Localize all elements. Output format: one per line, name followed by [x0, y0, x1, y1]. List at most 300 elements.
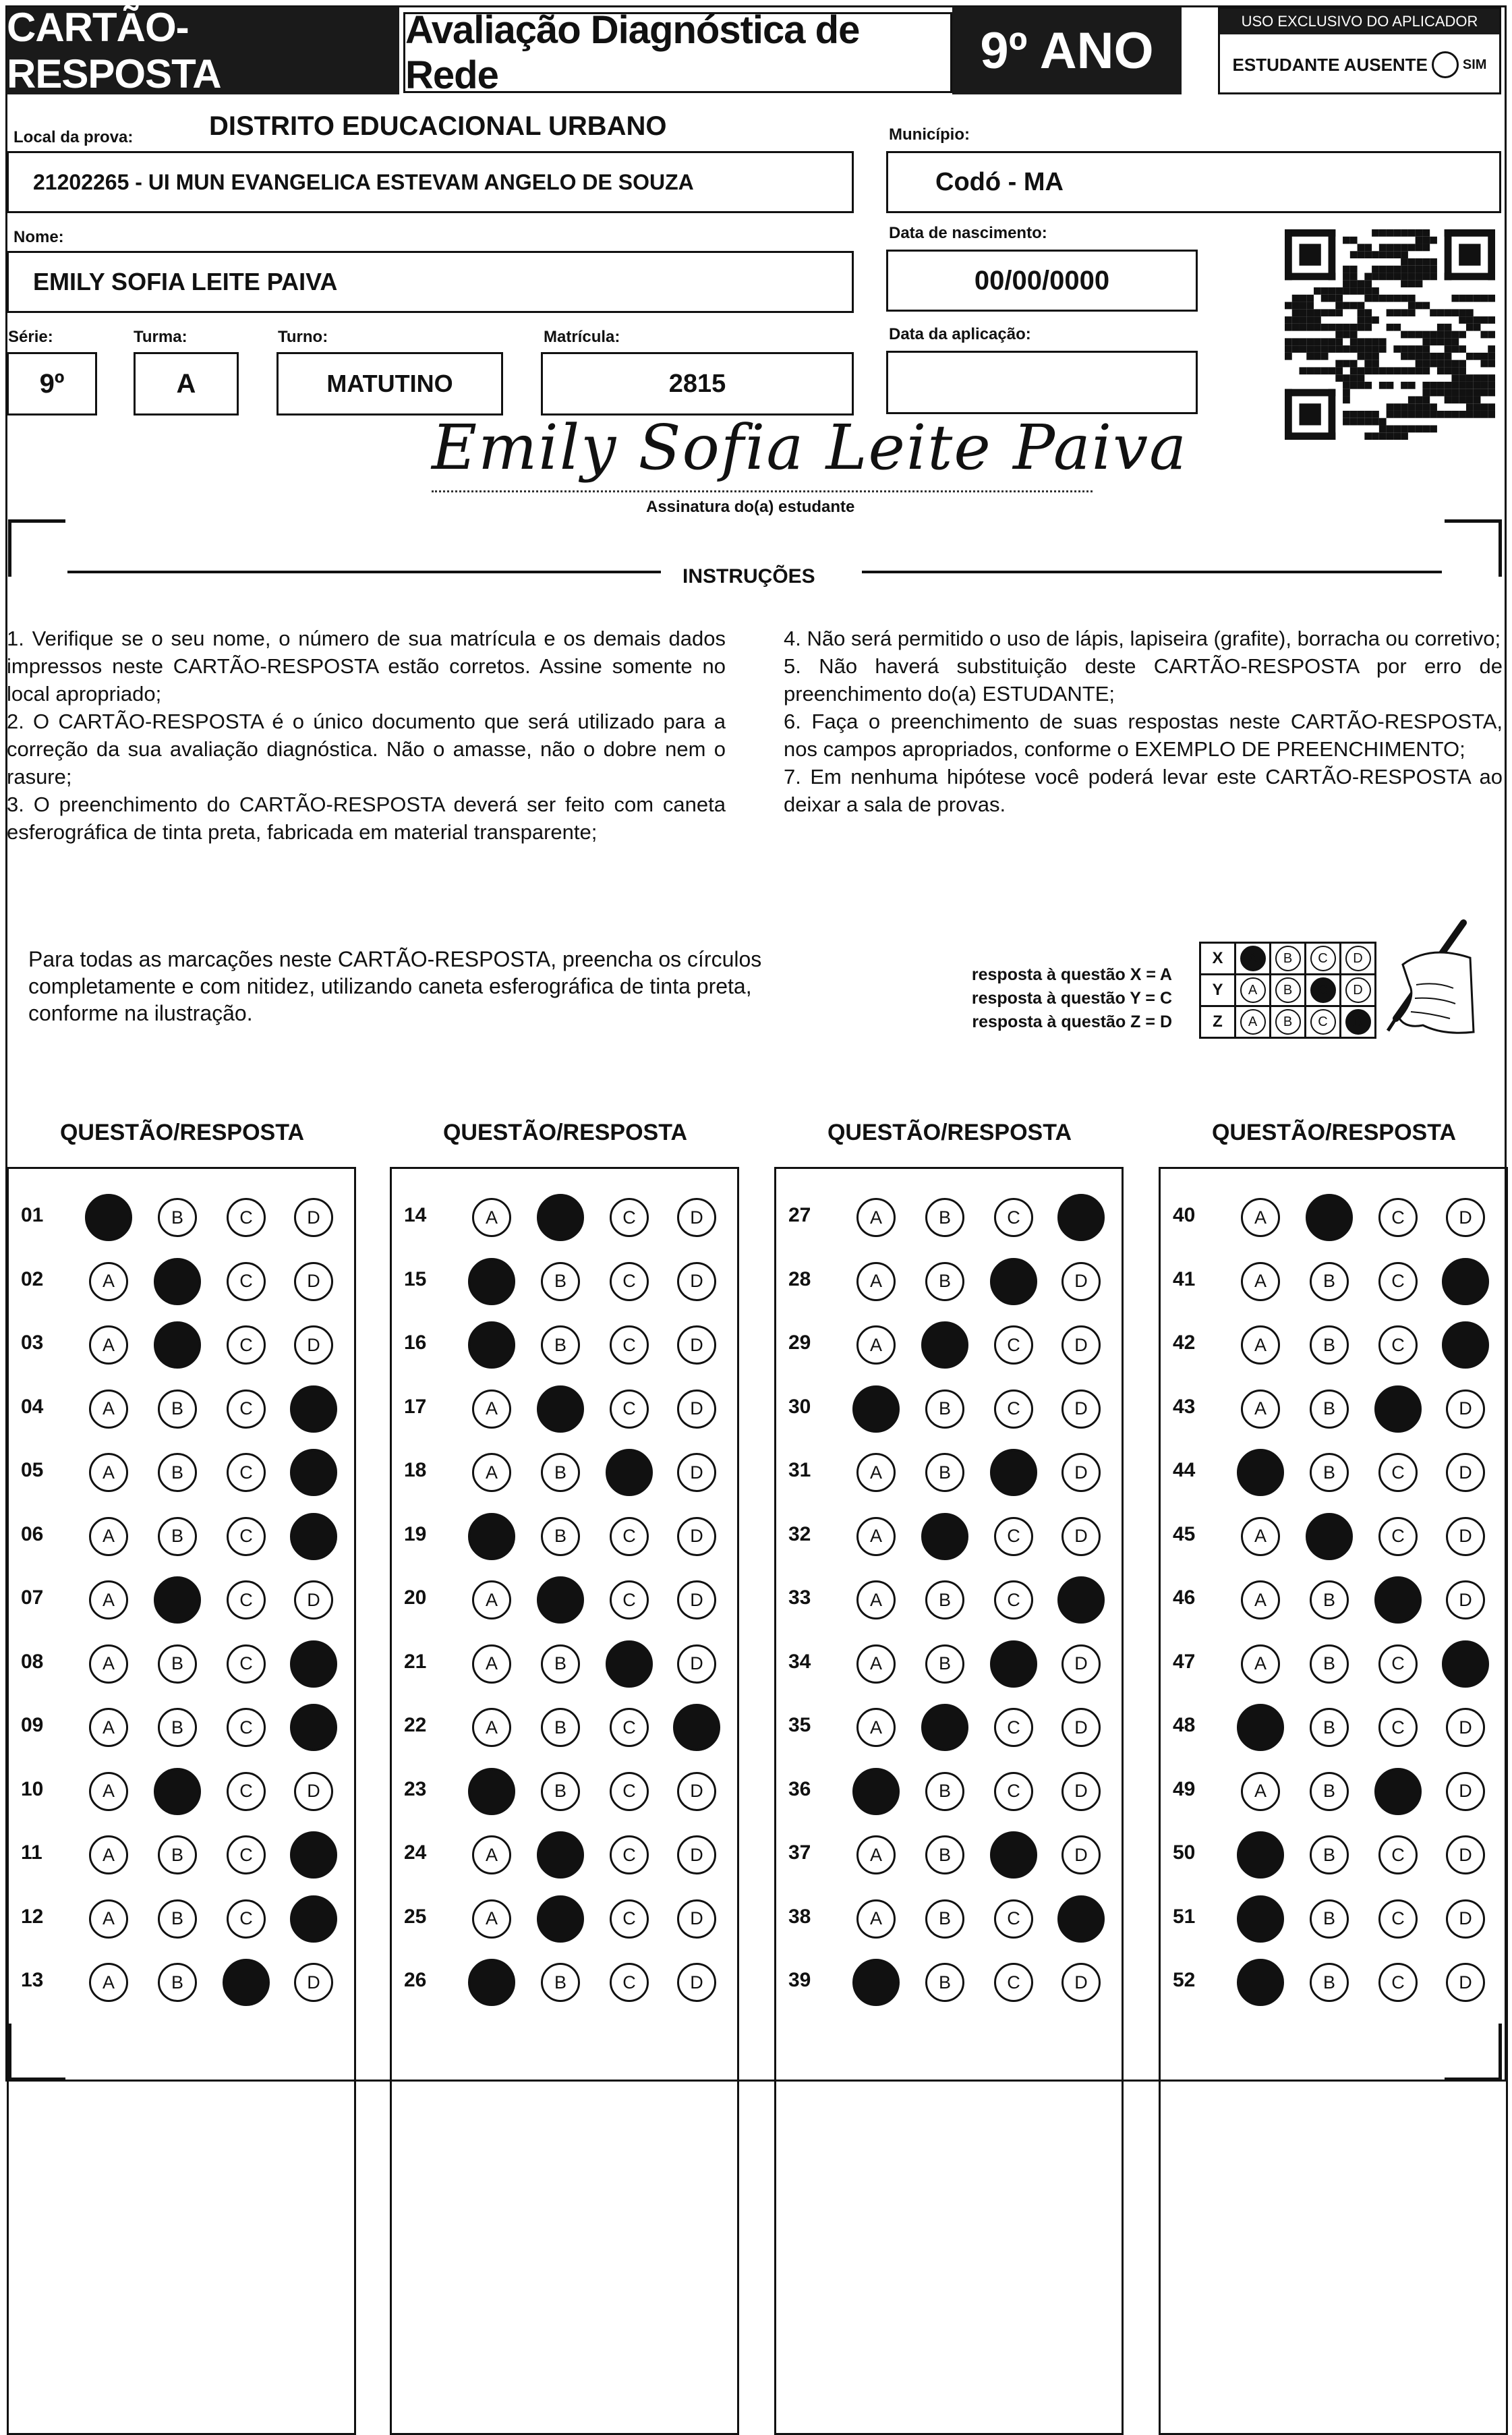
answer-bubble-d[interactable]: D — [1062, 1963, 1101, 2002]
answer-bubble-d[interactable]: D — [677, 1262, 716, 1301]
answer-bubble-a[interactable]: A — [472, 1835, 511, 1874]
answer-bubble-d[interactable] — [290, 1449, 337, 1496]
answer-bubble-a[interactable]: A — [1241, 1517, 1280, 1556]
absent-checkbox[interactable] — [1432, 51, 1459, 78]
answer-bubble-c[interactable]: C — [227, 1899, 266, 1939]
instructions-rule-right — [862, 571, 1442, 573]
answer-bubble-b[interactable] — [921, 1704, 968, 1751]
answer-row-02 — [9, 1249, 354, 1313]
answer-bubble-b[interactable]: B — [158, 1517, 197, 1556]
answer-bubble-c[interactable] — [990, 1640, 1037, 1688]
example-bubble-c: C — [1310, 1009, 1336, 1035]
question-number: 31 — [788, 1459, 811, 1481]
answer-bubble-c[interactable]: C — [1378, 1963, 1418, 2002]
answer-bubble-a[interactable] — [1237, 1704, 1284, 1751]
answer-bubble-b[interactable]: B — [541, 1453, 580, 1492]
answer-bubble-c[interactable]: C — [1378, 1325, 1418, 1365]
answer-bubble-d[interactable] — [290, 1704, 337, 1751]
answer-bubble-c[interactable]: C — [994, 1772, 1033, 1811]
answer-row-23 — [392, 1759, 737, 1823]
answer-bubble-a[interactable] — [1237, 1959, 1284, 2006]
answer-bubble-a[interactable]: A — [856, 1453, 896, 1492]
example-bubble-d: D — [1345, 946, 1371, 971]
answer-bubble-b[interactable]: B — [158, 1390, 197, 1429]
answer-bubble-c[interactable] — [990, 1449, 1037, 1496]
answer-bubble-d[interactable]: D — [1062, 1325, 1101, 1365]
answer-bubble-c[interactable] — [1374, 1768, 1422, 1815]
answer-bubble-a[interactable]: A — [472, 1198, 511, 1237]
example-bubble-b: B — [1275, 1009, 1301, 1035]
answer-bubble-c[interactable]: C — [994, 1708, 1033, 1747]
answer-bubble-b[interactable]: B — [1310, 1325, 1349, 1365]
question-number: 38 — [788, 1905, 811, 1928]
answer-bubble-c[interactable]: C — [1378, 1708, 1418, 1747]
answer-bubble-d[interactable]: D — [677, 1772, 716, 1811]
answer-row-13 — [9, 1950, 354, 2013]
answer-bubble-c[interactable]: C — [994, 1198, 1033, 1237]
question-number: 37 — [788, 1841, 811, 1864]
answer-bubble-b[interactable]: B — [158, 1835, 197, 1874]
signature-label: Assinatura do(a) estudante — [646, 498, 855, 516]
answer-bubble-a[interactable]: A — [1241, 1580, 1280, 1620]
answer-bubble-d[interactable]: D — [1062, 1772, 1101, 1811]
birth-date-label: Data de nascimento: — [889, 224, 1047, 242]
answer-bubble-a[interactable]: A — [89, 1835, 128, 1874]
answer-row-48 — [1161, 1695, 1506, 1758]
answer-bubble-c[interactable] — [223, 1959, 270, 2006]
answer-bubble-b[interactable]: B — [158, 1899, 197, 1939]
answer-row-24 — [392, 1823, 737, 1886]
answer-bubble-b[interactable]: B — [925, 1899, 964, 1939]
answer-bubble-d[interactable]: D — [294, 1772, 333, 1811]
question-number: 22 — [404, 1714, 427, 1736]
answer-bubble-d[interactable]: D — [294, 1262, 333, 1301]
answer-bubble-d[interactable]: D — [677, 1325, 716, 1365]
answer-column-title: QUESTÃO/RESPOSTA — [1211, 1120, 1457, 1145]
student-signature: Emily Sofia Leite Paiva — [432, 411, 1188, 484]
answer-bubble-b[interactable] — [1306, 1194, 1353, 1241]
answer-bubble-c[interactable]: C — [610, 1325, 649, 1365]
answer-bubble-b[interactable]: B — [158, 1453, 197, 1492]
answer-bubble-c[interactable]: C — [1378, 1835, 1418, 1874]
answer-bubble-c[interactable]: C — [1378, 1644, 1418, 1684]
answer-bubble-a[interactable] — [468, 1258, 515, 1305]
answer-bubble-a[interactable]: A — [89, 1772, 128, 1811]
answer-bubble-d[interactable]: D — [677, 1963, 716, 2002]
answer-bubble-d[interactable] — [673, 1704, 720, 1751]
answer-row-42 — [1161, 1313, 1506, 1376]
answer-bubble-d[interactable]: D — [1446, 1198, 1485, 1237]
answer-bubble-a[interactable]: A — [856, 1899, 896, 1939]
answer-bubble-d[interactable]: D — [1446, 1453, 1485, 1492]
example-bubble-d: D — [1345, 1009, 1371, 1035]
question-number: 25 — [404, 1905, 427, 1928]
example-legend — [943, 963, 1172, 1034]
answer-bubble-c[interactable]: C — [227, 1517, 266, 1556]
answer-bubble-b[interactable] — [154, 1321, 201, 1369]
answer-bubble-c[interactable]: C — [1378, 1899, 1418, 1939]
answer-row-05 — [9, 1440, 354, 1503]
answer-bubble-b[interactable] — [537, 1831, 584, 1879]
answer-bubble-b[interactable]: B — [541, 1644, 580, 1684]
answer-bubble-a[interactable]: A — [856, 1198, 896, 1237]
answer-bubble-b[interactable] — [921, 1321, 968, 1369]
instructions-title: INSTRUÇÕES — [682, 565, 815, 588]
question-number: 08 — [21, 1650, 44, 1673]
answer-bubble-c[interactable]: C — [610, 1262, 649, 1301]
answer-bubble-b[interactable] — [537, 1385, 584, 1433]
answer-bubble-b[interactable]: B — [158, 1963, 197, 2002]
question-number: 29 — [788, 1331, 811, 1354]
answer-bubble-b[interactable]: B — [158, 1644, 197, 1684]
answer-bubble-b[interactable]: B — [925, 1390, 964, 1429]
answer-bubble-d[interactable]: D — [1062, 1390, 1101, 1429]
answer-row-49 — [1161, 1759, 1506, 1823]
answer-bubble-d[interactable] — [290, 1513, 337, 1560]
answer-bubble-d[interactable] — [1057, 1895, 1105, 1943]
answer-bubble-b[interactable]: B — [1310, 1963, 1349, 2002]
answer-bubble-b[interactable] — [1306, 1513, 1353, 1560]
answer-bubble-b[interactable]: B — [541, 1517, 580, 1556]
instruction-item: 7. Em nenhuma hipótese você poderá levar este CARTÃO-RESPOSTA ao deixar a sala de provas. — [784, 765, 1503, 816]
example-bubble-c: C — [1310, 977, 1336, 1003]
answer-bubble-d[interactable] — [1057, 1194, 1105, 1241]
answer-bubble-a[interactable] — [468, 1768, 515, 1815]
answer-bubble-a[interactable]: A — [472, 1708, 511, 1747]
answer-bubble-a[interactable]: A — [89, 1708, 128, 1747]
answer-bubble-d[interactable]: D — [1446, 1708, 1485, 1747]
question-number: 41 — [1173, 1267, 1196, 1290]
answer-bubble-a[interactable]: A — [89, 1963, 128, 2002]
question-number: 44 — [1173, 1459, 1196, 1481]
answer-bubble-b[interactable]: B — [1310, 1262, 1349, 1301]
answer-bubble-c[interactable]: C — [1378, 1517, 1418, 1556]
answer-bubble-b[interactable]: B — [158, 1708, 197, 1747]
answer-bubble-b[interactable] — [154, 1768, 201, 1815]
answer-bubble-b[interactable] — [537, 1895, 584, 1943]
answer-bubble-a[interactable]: A — [856, 1708, 896, 1747]
answer-bubble-b[interactable]: B — [541, 1708, 580, 1747]
answer-bubble-a[interactable]: A — [89, 1580, 128, 1620]
answer-bubble-d[interactable]: D — [677, 1198, 716, 1237]
answer-bubble-c[interactable]: C — [1378, 1262, 1418, 1301]
name-field: EMILY SOFIA LEITE PAIVA — [7, 251, 854, 313]
series-field: 9º — [7, 352, 97, 416]
answer-bubble-a[interactable]: A — [1241, 1390, 1280, 1429]
question-number: 07 — [21, 1586, 44, 1609]
answer-bubble-c[interactable]: C — [610, 1517, 649, 1556]
answer-bubble-a[interactable] — [852, 1385, 900, 1433]
answer-bubble-c[interactable]: C — [227, 1708, 266, 1747]
answer-bubble-b[interactable]: B — [541, 1963, 580, 2002]
answer-bubble-a[interactable]: A — [89, 1262, 128, 1301]
answer-bubble-c[interactable]: C — [227, 1772, 266, 1811]
answer-bubble-a[interactable]: A — [89, 1325, 128, 1365]
answer-row-36 — [776, 1759, 1122, 1823]
exam-location-label: Local da prova: — [13, 128, 134, 146]
answer-bubble-d[interactable] — [1442, 1321, 1489, 1369]
answer-bubble-a[interactable]: A — [472, 1644, 511, 1684]
answer-bubble-b[interactable] — [537, 1576, 584, 1624]
answer-bubble-d[interactable]: D — [677, 1644, 716, 1684]
answer-bubble-d[interactable]: D — [1062, 1708, 1101, 1747]
answer-row-27 — [776, 1185, 1122, 1249]
answer-bubble-b[interactable]: B — [1310, 1644, 1349, 1684]
instructions-rule-left — [67, 571, 661, 573]
answer-bubble-a[interactable] — [1237, 1831, 1284, 1879]
answer-row-32 — [776, 1504, 1122, 1568]
answer-bubble-d[interactable]: D — [1062, 1262, 1101, 1301]
answer-bubble-d[interactable]: D — [677, 1390, 716, 1429]
answer-bubble-c[interactable]: C — [994, 1899, 1033, 1939]
answer-bubble-a[interactable] — [852, 1959, 900, 2006]
answer-bubble-c[interactable]: C — [227, 1453, 266, 1492]
answer-bubble-c[interactable]: C — [994, 1580, 1033, 1620]
answer-bubble-d[interactable]: D — [1446, 1899, 1485, 1939]
instruction-item: 1. Verifique se o seu nome, o número de sua matrícula e os demais dados impressos neste CARTÃO-RESPOSTA estão corretos. Assine somente no local apropriado; — [7, 627, 726, 706]
answer-bubble-d[interactable]: D — [677, 1835, 716, 1874]
question-number: 05 — [21, 1459, 44, 1481]
answer-bubble-a[interactable]: A — [472, 1899, 511, 1939]
answer-bubble-a[interactable]: A — [856, 1325, 896, 1365]
answer-bubble-a[interactable] — [85, 1194, 132, 1241]
answer-bubble-b[interactable]: B — [925, 1580, 964, 1620]
municipality-label: Município: — [889, 125, 970, 144]
answer-bubble-b[interactable]: B — [1310, 1899, 1349, 1939]
answer-bubble-b[interactable]: B — [1310, 1772, 1349, 1811]
answer-bubble-a[interactable]: A — [472, 1390, 511, 1429]
answer-bubble-b[interactable]: B — [925, 1772, 964, 1811]
signature-line — [432, 490, 1093, 492]
answer-bubble-a[interactable] — [1237, 1895, 1284, 1943]
answer-bubble-b[interactable]: B — [925, 1644, 964, 1684]
answer-bubble-a[interactable]: A — [856, 1644, 896, 1684]
answer-bubble-b[interactable]: B — [541, 1772, 580, 1811]
answer-row-33 — [776, 1568, 1122, 1631]
answer-row-28 — [776, 1249, 1122, 1313]
answer-bubble-d[interactable] — [1057, 1576, 1105, 1624]
answer-bubble-a[interactable] — [1237, 1449, 1284, 1496]
answer-bubble-a[interactable]: A — [1241, 1772, 1280, 1811]
answer-row-22 — [392, 1695, 737, 1758]
answer-row-52 — [1161, 1950, 1506, 2013]
answer-bubble-c[interactable]: C — [994, 1963, 1033, 2002]
question-number: 04 — [21, 1395, 44, 1418]
answer-bubble-b[interactable]: B — [925, 1262, 964, 1301]
answer-bubble-d[interactable]: D — [677, 1453, 716, 1492]
instructions-left — [7, 625, 726, 846]
answer-bubble-a[interactable]: A — [1241, 1325, 1280, 1365]
answer-bubble-c[interactable]: C — [1378, 1198, 1418, 1237]
example-bubble-b: B — [1275, 977, 1301, 1003]
example-line: resposta à questão Y = C — [971, 989, 1172, 1008]
answer-bubble-c[interactable] — [606, 1449, 653, 1496]
answer-bubble-b[interactable]: B — [1310, 1390, 1349, 1429]
answer-bubble-b[interactable]: B — [925, 1963, 964, 2002]
answer-row-19 — [392, 1504, 737, 1568]
answer-bubble-d[interactable] — [290, 1385, 337, 1433]
answer-bubble-b[interactable] — [537, 1194, 584, 1241]
answer-bubble-d[interactable]: D — [1446, 1580, 1485, 1620]
answer-bubble-c[interactable]: C — [994, 1390, 1033, 1429]
answer-bubble-d[interactable]: D — [1446, 1772, 1485, 1811]
answer-row-44 — [1161, 1440, 1506, 1503]
answer-bubble-c[interactable] — [990, 1831, 1037, 1879]
answer-bubble-d[interactable]: D — [1446, 1963, 1485, 2002]
answer-bubble-b[interactable] — [154, 1576, 201, 1624]
name-label: Nome: — [13, 228, 64, 246]
answer-bubble-c[interactable] — [1374, 1385, 1422, 1433]
answer-bubble-d[interactable] — [1442, 1258, 1489, 1305]
answer-bubble-b[interactable]: B — [1310, 1453, 1349, 1492]
answer-bubble-d[interactable]: D — [294, 1580, 333, 1620]
answer-bubble-d[interactable]: D — [677, 1899, 716, 1939]
answer-bubble-d[interactable] — [290, 1640, 337, 1688]
question-number: 27 — [788, 1204, 811, 1226]
answer-bubble-d[interactable]: D — [1062, 1517, 1101, 1556]
question-number: 52 — [1173, 1969, 1196, 1991]
answer-bubble-c[interactable] — [606, 1640, 653, 1688]
answer-bubble-a[interactable]: A — [89, 1390, 128, 1429]
answer-bubble-b[interactable]: B — [925, 1198, 964, 1237]
question-number: 32 — [788, 1522, 811, 1545]
answer-bubble-c[interactable]: C — [227, 1325, 266, 1365]
answer-bubble-a[interactable] — [468, 1959, 515, 2006]
answer-bubble-c[interactable]: C — [610, 1580, 649, 1620]
answer-bubble-d[interactable]: D — [294, 1963, 333, 2002]
answer-bubble-a[interactable]: A — [89, 1644, 128, 1684]
shift-label: Turno: — [278, 328, 328, 346]
answer-bubble-c[interactable]: C — [1378, 1453, 1418, 1492]
answer-bubble-d[interactable]: D — [677, 1580, 716, 1620]
question-number: 19 — [404, 1522, 427, 1545]
answer-bubble-b[interactable]: B — [925, 1453, 964, 1492]
answer-bubble-c[interactable] — [1374, 1576, 1422, 1624]
question-number: 02 — [21, 1267, 44, 1290]
answer-bubble-c[interactable]: C — [227, 1262, 266, 1301]
question-number: 13 — [21, 1969, 44, 1991]
answer-row-09 — [9, 1695, 354, 1758]
answer-bubble-b[interactable] — [921, 1513, 968, 1560]
answer-bubble-d[interactable]: D — [1446, 1390, 1485, 1429]
question-number: 15 — [404, 1267, 427, 1290]
answer-bubble-c[interactable]: C — [994, 1517, 1033, 1556]
question-number: 10 — [21, 1777, 44, 1800]
absent-option: SIM — [1462, 57, 1487, 72]
answer-row-08 — [9, 1632, 354, 1695]
answer-bubble-c[interactable]: C — [610, 1708, 649, 1747]
answer-row-37 — [776, 1823, 1122, 1886]
answer-row-15 — [392, 1249, 737, 1313]
answer-bubble-a[interactable]: A — [89, 1453, 128, 1492]
application-date-field — [886, 351, 1198, 414]
answer-bubble-d[interactable]: D — [1062, 1453, 1101, 1492]
example-bubble-d: D — [1345, 977, 1371, 1003]
answer-bubble-c[interactable]: C — [610, 1198, 649, 1237]
instruction-item: 4. Não será permitido o uso de lápis, lapiseira (grafite), borracha ou corretivo; — [784, 627, 1501, 650]
answer-bubble-b[interactable] — [154, 1258, 201, 1305]
answer-bubble-c[interactable]: C — [610, 1390, 649, 1429]
answer-bubble-b[interactable]: B — [925, 1835, 964, 1874]
answer-row-01 — [9, 1185, 354, 1249]
answer-bubble-a[interactable]: A — [472, 1453, 511, 1492]
answer-bubble-c[interactable]: C — [227, 1580, 266, 1620]
answer-bubble-d[interactable]: D — [1062, 1644, 1101, 1684]
answer-row-07 — [9, 1568, 354, 1631]
answer-bubble-b[interactable]: B — [541, 1325, 580, 1365]
example-row-label: Y — [1200, 975, 1235, 1006]
answer-bubble-b[interactable]: B — [541, 1262, 580, 1301]
answer-bubble-a[interactable]: A — [89, 1899, 128, 1939]
answer-row-29 — [776, 1313, 1122, 1376]
question-number: 36 — [788, 1777, 811, 1800]
answer-bubble-d[interactable] — [1442, 1640, 1489, 1688]
class-field: A — [134, 352, 239, 416]
instruction-item: 6. Faça o preenchimento de suas respostas neste CARTÃO-RESPOSTA, nos campos apropriados, conforme o EXEMPLO DE PREENCHIMENTO; — [784, 710, 1503, 761]
absent-row — [1220, 34, 1499, 95]
exam-title: Avaliação Diagnóstica de Rede — [403, 12, 952, 93]
answer-bubble-c[interactable]: C — [610, 1963, 649, 2002]
answer-bubble-c[interactable]: C — [610, 1899, 649, 1939]
answer-bubble-c[interactable]: C — [227, 1835, 266, 1874]
answer-bubble-b[interactable]: B — [1310, 1835, 1349, 1874]
answer-bubble-a[interactable]: A — [1241, 1198, 1280, 1237]
answer-bubble-a[interactable]: A — [856, 1262, 896, 1301]
answer-bubble-a[interactable]: A — [1241, 1644, 1280, 1684]
answer-row-38 — [776, 1887, 1122, 1950]
example-bubble-a: A — [1240, 946, 1266, 971]
answer-bubble-b[interactable]: B — [158, 1198, 197, 1237]
answer-bubble-b[interactable]: B — [1310, 1580, 1349, 1620]
qr-code-icon — [1285, 229, 1495, 440]
answer-column-2 — [390, 1167, 739, 2435]
answer-bubble-d[interactable]: D — [294, 1325, 333, 1365]
answer-bubble-a[interactable]: A — [89, 1517, 128, 1556]
answer-bubble-d[interactable]: D — [1062, 1835, 1101, 1874]
answer-bubble-d[interactable]: D — [677, 1517, 716, 1556]
instructions-right — [784, 625, 1503, 818]
answer-bubble-a[interactable]: A — [472, 1580, 511, 1620]
question-number: 23 — [404, 1777, 427, 1800]
answer-row-39 — [776, 1950, 1122, 2013]
answer-bubble-a[interactable]: A — [856, 1517, 896, 1556]
answer-bubble-c[interactable]: C — [227, 1198, 266, 1237]
answer-bubble-c[interactable]: C — [994, 1325, 1033, 1365]
answer-bubble-c[interactable]: C — [227, 1390, 266, 1429]
answer-bubble-c[interactable] — [990, 1258, 1037, 1305]
answer-bubble-a[interactable]: A — [856, 1580, 896, 1620]
answer-bubble-a[interactable]: A — [856, 1835, 896, 1874]
answer-bubble-c[interactable]: C — [610, 1772, 649, 1811]
answer-bubble-b[interactable]: B — [1310, 1708, 1349, 1747]
answer-bubble-c[interactable]: C — [227, 1644, 266, 1684]
answer-bubble-d[interactable]: D — [1446, 1835, 1485, 1874]
question-number: 06 — [21, 1522, 44, 1545]
answer-bubble-c[interactable]: C — [610, 1835, 649, 1874]
answer-bubble-d[interactable]: D — [1446, 1517, 1485, 1556]
answer-row-16 — [392, 1313, 737, 1376]
answer-bubble-a[interactable] — [852, 1768, 900, 1815]
answer-bubble-d[interactable]: D — [294, 1198, 333, 1237]
enrollment-label: Matrícula: — [544, 328, 620, 346]
answer-column-1 — [7, 1167, 356, 2435]
answer-bubble-d[interactable] — [290, 1895, 337, 1943]
answer-bubble-a[interactable]: A — [1241, 1262, 1280, 1301]
answer-bubble-a[interactable] — [468, 1513, 515, 1560]
answer-bubble-a[interactable] — [468, 1321, 515, 1369]
answer-row-35 — [776, 1695, 1122, 1758]
answer-bubble-d[interactable] — [290, 1831, 337, 1879]
